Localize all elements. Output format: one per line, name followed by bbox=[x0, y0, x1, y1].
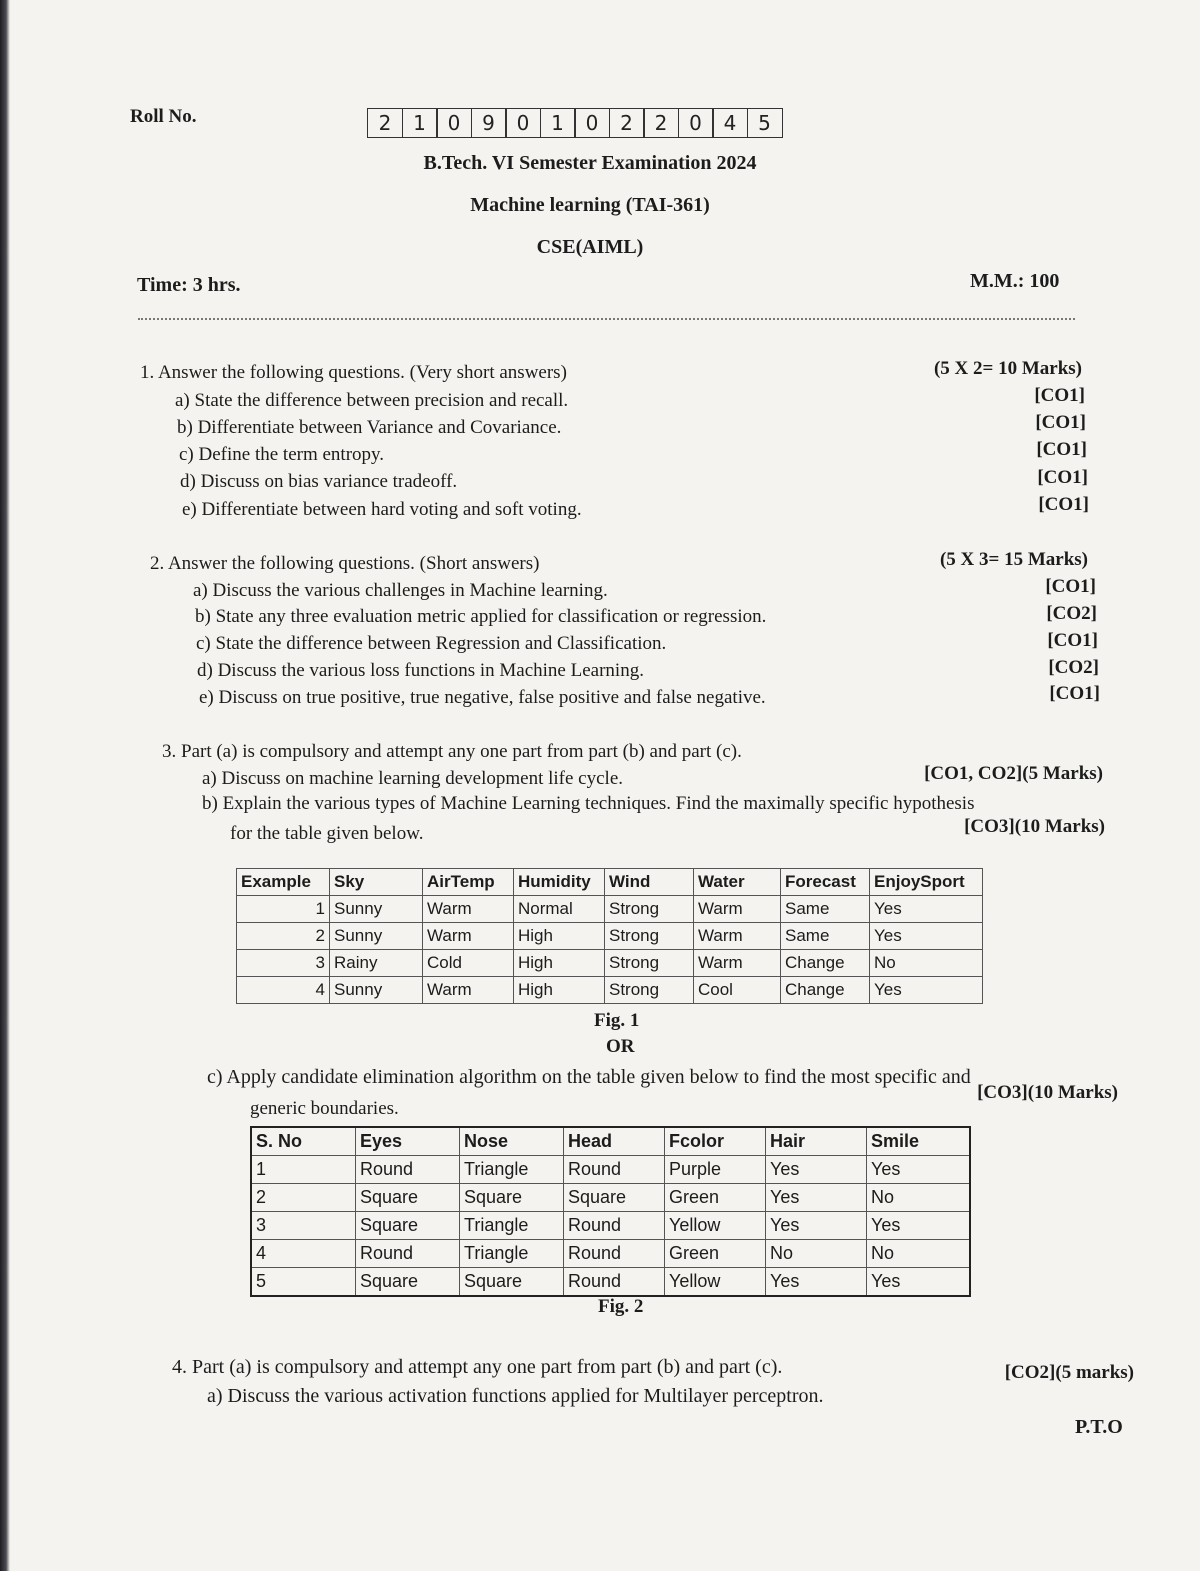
q3-part-b-line2: for the table given below. bbox=[230, 823, 424, 844]
q1-item-b: b) Differentiate between Variance and Covariance. bbox=[177, 417, 562, 438]
table-cell: 4 bbox=[251, 1240, 356, 1268]
hypothesis-table bbox=[236, 868, 983, 1004]
column-header: Fcolor bbox=[665, 1127, 766, 1156]
q2-marks: (5 X 3= 15 Marks) bbox=[939, 549, 1088, 570]
table-cell: Yes bbox=[870, 977, 983, 1004]
q1-item-d: d) Discuss on bias variance tradeoff. bbox=[180, 471, 458, 492]
table-cell: Sunny bbox=[330, 896, 423, 923]
roll-digit: 0 bbox=[505, 108, 541, 138]
table-cell: No bbox=[870, 950, 983, 977]
table-cell: Round bbox=[564, 1156, 665, 1184]
roll-digit: 2 bbox=[367, 108, 403, 138]
table-cell: Yes bbox=[870, 923, 983, 950]
table-cell: Round bbox=[356, 1240, 460, 1268]
table-row bbox=[237, 923, 983, 950]
roll-number-label: Roll No. bbox=[130, 106, 197, 127]
q2-item-b-co: [CO2] bbox=[1046, 603, 1097, 624]
table-cell: Yes bbox=[870, 896, 983, 923]
table-cell: Yes bbox=[766, 1268, 867, 1297]
q1-marks: (5 X 2= 10 Marks) bbox=[933, 358, 1082, 379]
table-cell: Yes bbox=[766, 1212, 867, 1240]
table-cell: Strong bbox=[605, 950, 694, 977]
table-cell: Yes bbox=[867, 1156, 971, 1184]
column-header: Nose bbox=[460, 1127, 564, 1156]
branch-title: CSE(AIML) bbox=[536, 236, 644, 258]
table-cell: High bbox=[514, 977, 605, 1004]
table-cell: Yellow bbox=[665, 1268, 766, 1297]
column-header: Head bbox=[564, 1127, 665, 1156]
q2-item-d: d) Discuss the various loss functions in Machine Learning. bbox=[197, 660, 644, 681]
table-cell: Triangle bbox=[460, 1212, 564, 1240]
table-cell: No bbox=[867, 1184, 971, 1212]
column-header: Wind bbox=[605, 869, 694, 896]
table-cell: 1 bbox=[237, 896, 330, 923]
table-cell: Same bbox=[781, 923, 870, 950]
table-cell: High bbox=[514, 950, 605, 977]
table-cell: Round bbox=[564, 1268, 665, 1297]
q2-item-e: e) Discuss on true positive, true negative, false positive and false negative. bbox=[199, 687, 766, 708]
table-cell: Warm bbox=[423, 923, 514, 950]
roll-digit: 5 bbox=[747, 108, 783, 138]
roll-number-boxes bbox=[367, 108, 781, 138]
table-cell: 1 bbox=[251, 1156, 356, 1184]
roll-digit: 0 bbox=[436, 108, 472, 138]
roll-digit: 0 bbox=[678, 108, 714, 138]
dotted-divider bbox=[138, 318, 1075, 320]
q3-part-a: a) Discuss on machine learning development life cycle. bbox=[202, 768, 624, 789]
roll-digit: 9 bbox=[471, 108, 507, 138]
q3-part-a-marks: [CO1, CO2](5 Marks) bbox=[924, 763, 1103, 784]
table-cell: Cool bbox=[694, 977, 781, 1004]
roll-digit: 2 bbox=[643, 108, 679, 138]
table-cell: 4 bbox=[237, 977, 330, 1004]
table-cell: Change bbox=[781, 950, 870, 977]
table-cell: Rainy bbox=[330, 950, 423, 977]
please-turn-over: P.T.O bbox=[1075, 1416, 1123, 1438]
table-row bbox=[251, 1240, 970, 1268]
roll-digit: 1 bbox=[540, 108, 576, 138]
q4-part-a-marks: [CO2](5 marks) bbox=[1004, 1362, 1134, 1383]
exam-title: B.Tech. VI Semester Examination 2024 bbox=[423, 152, 757, 174]
table-cell: Purple bbox=[665, 1156, 766, 1184]
table-cell: Yes bbox=[766, 1184, 867, 1212]
q2-item-a-co: [CO1] bbox=[1045, 576, 1096, 597]
column-header: Example bbox=[237, 869, 330, 896]
table-row bbox=[251, 1268, 970, 1297]
table-row bbox=[237, 977, 983, 1004]
roll-digit: 2 bbox=[609, 108, 645, 138]
q1-item-e: e) Differentiate between hard voting and soft voting. bbox=[182, 499, 582, 520]
q4-part-a: a) Discuss the various activation functions applied for Multilayer perceptron. bbox=[207, 1385, 824, 1407]
q1-item-d-co: [CO1] bbox=[1037, 467, 1088, 488]
q2-heading: 2. Answer the following questions. (Short answers) bbox=[150, 553, 540, 574]
column-header: Sky bbox=[330, 869, 423, 896]
q3-part-c-line1: c) Apply candidate elimination algorithm on the table given below to find the most specific and bbox=[207, 1066, 971, 1088]
table-cell: Square bbox=[356, 1184, 460, 1212]
q2-item-c-co: [CO1] bbox=[1047, 630, 1098, 651]
figure-2-caption: Fig. 2 bbox=[598, 1296, 644, 1317]
table-cell: Square bbox=[356, 1268, 460, 1297]
maximum-marks: M.M.: 100 bbox=[970, 270, 1060, 292]
table-cell: Sunny bbox=[330, 977, 423, 1004]
column-header: Humidity bbox=[514, 869, 605, 896]
q2-item-a: a) Discuss the various challenges in Machine learning. bbox=[193, 580, 608, 601]
table-row bbox=[251, 1156, 970, 1184]
table-cell: 3 bbox=[251, 1212, 356, 1240]
table-cell: Square bbox=[564, 1184, 665, 1212]
q3-heading: 3. Part (a) is compulsory and attempt any one part from part (b) and part (c). bbox=[162, 741, 742, 762]
column-header: Eyes bbox=[356, 1127, 460, 1156]
q2-item-e-co: [CO1] bbox=[1049, 683, 1100, 704]
table-cell: Triangle bbox=[460, 1156, 564, 1184]
table-cell: 2 bbox=[237, 923, 330, 950]
table-cell: 5 bbox=[251, 1268, 356, 1297]
table-cell: Yes bbox=[867, 1212, 971, 1240]
column-header: S. No bbox=[251, 1127, 356, 1156]
q1-item-e-co: [CO1] bbox=[1038, 494, 1089, 515]
table-cell: Green bbox=[665, 1184, 766, 1212]
subject-title: Machine learning (TAI-361) bbox=[470, 194, 710, 216]
table-cell: Warm bbox=[694, 896, 781, 923]
roll-digit: 0 bbox=[574, 108, 610, 138]
column-header: Forecast bbox=[781, 869, 870, 896]
column-header: EnjoySport bbox=[870, 869, 983, 896]
q1-item-c: c) Define the term entropy. bbox=[179, 444, 385, 465]
table-row bbox=[251, 1184, 970, 1212]
q2-item-b: b) State any three evaluation metric applied for classification or regression. bbox=[195, 606, 767, 627]
table-cell: Round bbox=[564, 1240, 665, 1268]
table-cell: No bbox=[766, 1240, 867, 1268]
table-cell: Same bbox=[781, 896, 870, 923]
column-header: Hair bbox=[766, 1127, 867, 1156]
table-header-row bbox=[237, 869, 983, 896]
q3-part-c-line2: generic boundaries. bbox=[250, 1098, 399, 1119]
table-cell: 3 bbox=[237, 950, 330, 977]
table-cell: Square bbox=[356, 1212, 460, 1240]
table-row bbox=[237, 896, 983, 923]
table-cell: Square bbox=[460, 1184, 564, 1212]
table-cell: Strong bbox=[605, 977, 694, 1004]
q1-item-b-co: [CO1] bbox=[1035, 412, 1086, 433]
column-header: AirTemp bbox=[423, 869, 514, 896]
figure-1-caption: Fig. 1 bbox=[594, 1010, 640, 1031]
table-cell: Warm bbox=[423, 977, 514, 1004]
table-cell: Warm bbox=[694, 923, 781, 950]
roll-digit: 4 bbox=[712, 108, 748, 138]
table-cell: Change bbox=[781, 977, 870, 1004]
q4-heading: 4. Part (a) is compulsory and attempt any one part from part (b) and part (c). bbox=[172, 1356, 783, 1378]
q3-part-b-line1: b) Explain the various types of Machine Learning techniques. Find the maximally specific hypothesis bbox=[202, 793, 975, 814]
q3-part-c-marks: [CO3](10 Marks) bbox=[977, 1082, 1118, 1103]
column-header: Water bbox=[694, 869, 781, 896]
or-separator: OR bbox=[606, 1036, 635, 1057]
table-cell: Warm bbox=[423, 896, 514, 923]
roll-digit: 1 bbox=[402, 108, 438, 138]
candidate-elimination-table bbox=[250, 1126, 971, 1297]
q1-heading: 1. Answer the following questions. (Very short answers) bbox=[140, 362, 567, 383]
table-cell: Yes bbox=[867, 1268, 971, 1297]
table-cell: Yes bbox=[766, 1156, 867, 1184]
table-cell: Strong bbox=[605, 923, 694, 950]
table-cell: Triangle bbox=[460, 1240, 564, 1268]
table-cell: High bbox=[514, 923, 605, 950]
table-cell: 2 bbox=[251, 1184, 356, 1212]
table-row bbox=[251, 1212, 970, 1240]
exam-duration: Time: 3 hrs. bbox=[137, 274, 241, 296]
table-row bbox=[237, 950, 983, 977]
q2-item-d-co: [CO2] bbox=[1048, 657, 1099, 678]
q1-item-a: a) State the difference between precision and recall. bbox=[175, 390, 569, 411]
table-cell: No bbox=[867, 1240, 971, 1268]
table-cell: Normal bbox=[514, 896, 605, 923]
table-cell: Warm bbox=[694, 950, 781, 977]
table-cell: Strong bbox=[605, 896, 694, 923]
table-cell: Sunny bbox=[330, 923, 423, 950]
q2-item-c: c) State the difference between Regression and Classification. bbox=[196, 633, 667, 654]
q1-item-a-co: [CO1] bbox=[1034, 385, 1085, 406]
q3-part-b-marks: [CO3](10 Marks) bbox=[964, 816, 1105, 837]
table-cell: Cold bbox=[423, 950, 514, 977]
table-cell: Round bbox=[564, 1212, 665, 1240]
table-cell: Yellow bbox=[665, 1212, 766, 1240]
table-cell: Green bbox=[665, 1240, 766, 1268]
column-header: Smile bbox=[867, 1127, 971, 1156]
table-cell: Round bbox=[356, 1156, 460, 1184]
q1-item-c-co: [CO1] bbox=[1036, 439, 1087, 460]
table-cell: Square bbox=[460, 1268, 564, 1297]
table-header-row bbox=[251, 1127, 970, 1156]
